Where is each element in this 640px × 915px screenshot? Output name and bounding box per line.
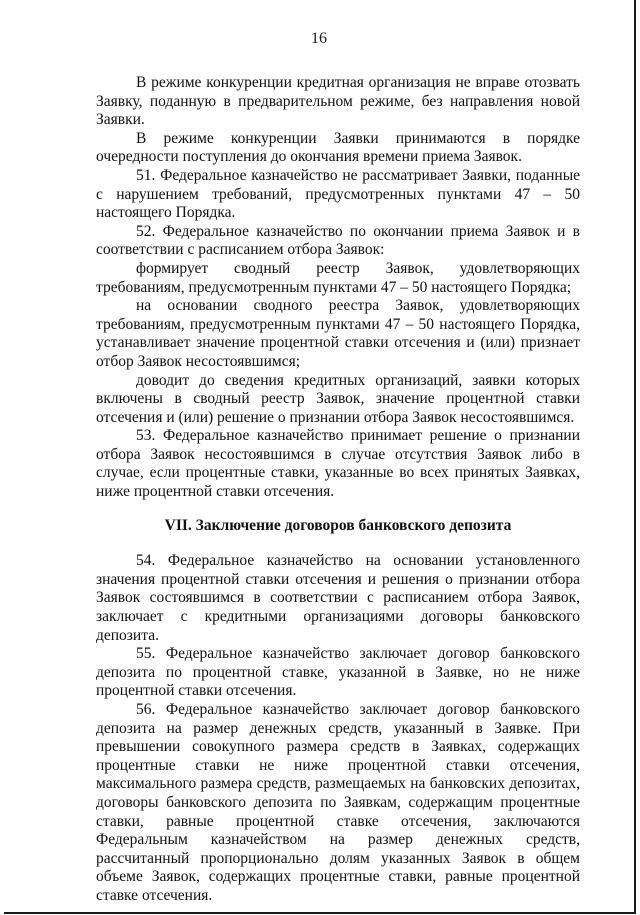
paragraph-52-item-3: доводит до сведения кредитных организаций, заявки которых включены в сводный реестр Заявок, значение процентной ставки отсечения и (или) решение о признании отбора Заявок несостоявшимся. xyxy=(96,371,580,426)
paragraph: В режиме конкуренции Заявки принимаются в порядке очередности поступления до окончания времени приема Заявок. xyxy=(96,129,580,166)
paragraph: В режиме конкуренции кредитная организация не вправе отозвать Заявку, поданную в предварительном режиме, без направления новой Заявки. xyxy=(96,74,580,129)
paragraph-52-item-1: формирует сводный реестр Заявок, удовлетворяющих требованиям, предусмотренным пунктами 47 – 50 настоящего Порядка; xyxy=(96,259,580,296)
page-body xyxy=(96,74,580,906)
paragraph-52: 52. Федеральное казначейство по окончании приема Заявок и в соответствии с расписанием отбора Заявок: xyxy=(96,222,580,259)
paragraph-56: 56. Федеральное казначейство заключает договор банковского депозита на размер денежных средств, указанный в Заявке. При превышении совокупного размера средств в Заявках, содержащих процентные ставки не ниже процентной ставки отсечения, максимального размера средств, размещаемых на банковских депозитах, договоры банковского депозита по Заявкам, содержащим процентные ставки, равные процентной ставке отсечения, заключаются Федеральным казначейством на размер денежных средств, рассчитанный пропорционально долям указанных Заявок в общем объеме Заявок, содержащих процентные ставки, равные процентной ставке отсечения. xyxy=(96,701,580,904)
paragraph-54: 54. Федеральное казначейство на основании установленного значения процентной ставки отсечения и решения о признании отбора Заявок состоявшимся в соответствии с расписанием отбора Заявок, заключает с кредитными организациями договоры банковского депозита. xyxy=(96,552,580,644)
page-number: 16 xyxy=(311,30,327,47)
document-page xyxy=(4,0,636,914)
paragraph-52-item-2: на основании сводного реестра Заявок, удовлетворяющих требованиям, предусмотренным пунктами 47 – 50 настоящего Порядка, устанавливает значение процентной ставки отсечения и (или) признает отбор Заявок несостоявшимся; xyxy=(96,297,580,370)
paragraph-51: 51. Федеральное казначейство не рассматривает Заявки, поданные с нарушением требований, предусмотренных пунктами 47 – 50 настоящего Порядка. xyxy=(96,166,580,222)
paragraph-55: 55. Федеральное казначейство заключает договор банковского депозита по процентной ставке, указанной в Заявке, но не ниже процентной ставки отсечения. xyxy=(96,645,580,700)
paragraph-53: 53. Федеральное казначейство принимает решение о признании отбора Заявок несостоявшимся в случае отсутствия Заявок либо в случае, если процентные ставки, указанные во всех принятых Заявках, ниже процентной ставки отсечения. xyxy=(96,427,580,501)
section-heading: VII. Заключение договоров банковского депозита xyxy=(164,516,512,534)
